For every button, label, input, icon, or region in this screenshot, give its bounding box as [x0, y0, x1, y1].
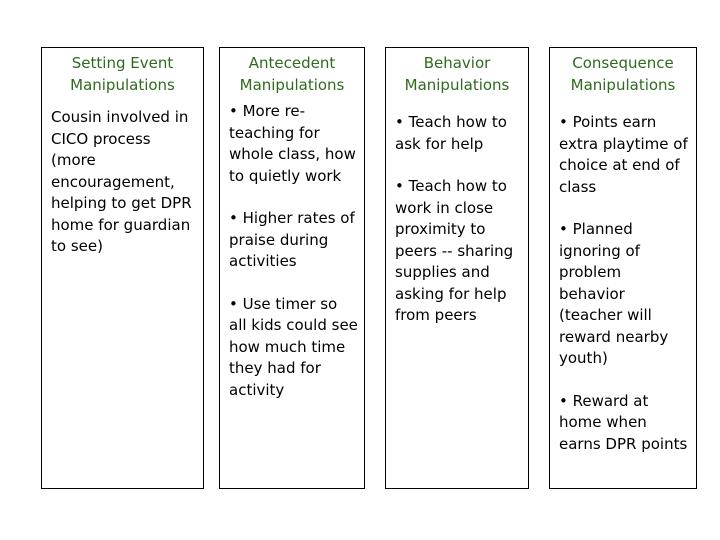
column-title-line1: Antecedent	[248, 54, 336, 72]
list-item: • Planned ignoring of problem behavior (teacher will reward nearby youth)	[559, 220, 669, 367]
column-title-line1: Setting Event	[71, 54, 174, 72]
column-title-line1: Behavior	[423, 54, 491, 72]
list-item: • Teach how to work in close proximity to peers -- sharing supplies and asking for help from peers	[395, 177, 514, 324]
column-title-line2: Manipulations	[239, 75, 345, 94]
column-title	[220, 53, 364, 96]
list-item: • Higher rates of praise during activities	[229, 209, 355, 270]
list-item: Cousin involved in CICO process (more encouragement, helping to get DPR home for guardian to see)	[51, 108, 192, 255]
list-item: • Points earn extra playtime of choice at end of class	[559, 113, 688, 196]
column-title-line2: Manipulations	[404, 75, 510, 94]
consequence-column	[549, 47, 697, 489]
list-item: • Use timer so all kids could see how much time they had for activity	[229, 294, 358, 399]
column-title-line2: Manipulations	[570, 75, 676, 94]
column-title	[386, 53, 528, 96]
column-title	[550, 53, 696, 96]
setting-event-column	[41, 47, 204, 489]
antecedent-column	[219, 47, 365, 489]
column-body	[51, 107, 197, 258]
column-title-line2: Manipulations	[70, 75, 175, 94]
column-body	[229, 101, 358, 401]
list-item: • Reward at home when earns DPR points	[559, 391, 688, 453]
column-title-line1: Consequence	[572, 54, 674, 72]
column-body	[395, 112, 522, 327]
list-item: • Teach how to ask for help	[395, 113, 507, 153]
column-body	[559, 112, 690, 455]
list-item: • More re-teaching for whole class, how to quietly work	[229, 102, 356, 185]
column-title	[42, 53, 203, 96]
behavior-column	[385, 47, 529, 489]
